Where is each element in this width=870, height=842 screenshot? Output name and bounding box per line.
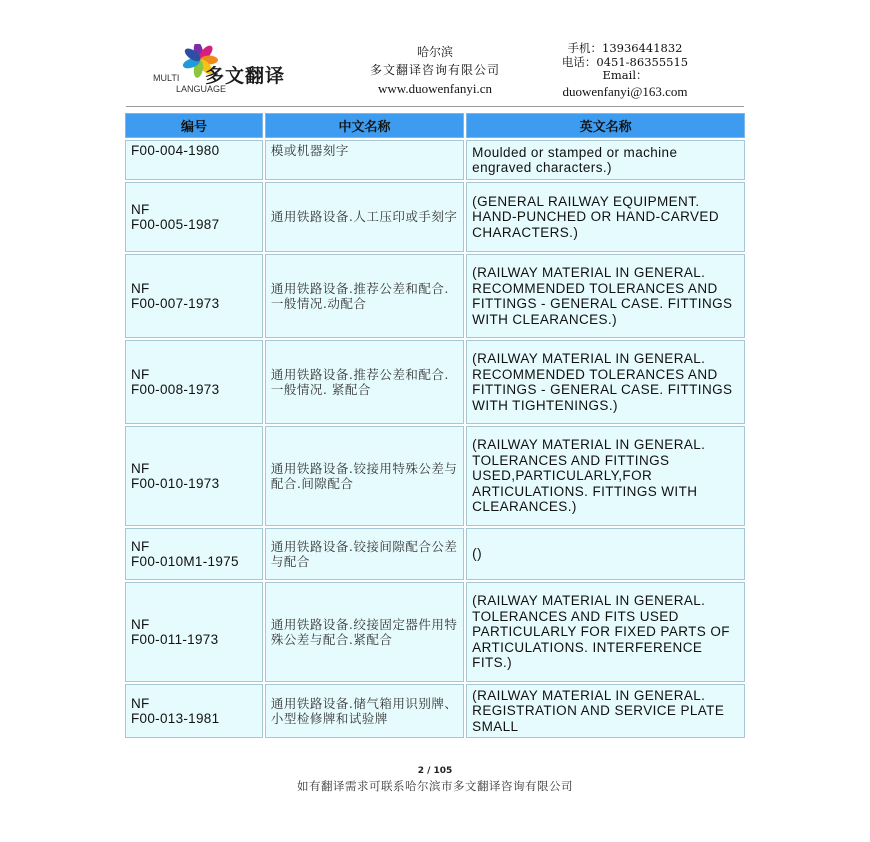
contact-block <box>540 42 710 100</box>
cell-chinese-name: 通用铁路设备.绞接固定器件用特殊公差与配合.紧配合 <box>265 582 464 682</box>
contact-email[interactable]: duowenfanyi@163.com <box>562 83 688 99</box>
cell-chinese-name: 模或机器刻字 <box>265 140 464 180</box>
cell-code: NF F00-013-1981 <box>125 684 263 738</box>
cell-chinese-name: 通用铁路设备.推荐公差和配合. 一般情况.动配合 <box>265 254 464 338</box>
contact-phone: 电话：0451-86355515 <box>561 54 689 69</box>
company-name: 多文翻译咨询有限公司 <box>369 63 500 77</box>
company-city: 哈尔滨 <box>416 45 453 59</box>
cell-english-name: (RAILWAY MATERIAL IN GENERAL. REGISTRATION AND SERVICE PLATE SMALL <box>466 684 745 738</box>
cell-code: NF F00-010-1973 <box>125 426 263 526</box>
cell-code: NF F00-011-1973 <box>125 582 263 682</box>
cell-english-name: (RAILWAY MATERIAL IN GENERAL. TOLERANCES AND FITTINGS USED,PARTICULARLY,FOR ARTICULATIONS. FITTINGS WITH CLEARANCES.) <box>466 426 745 526</box>
column-header-code: 编号 <box>125 113 263 138</box>
cell-code: NF F00-008-1973 <box>125 340 263 424</box>
cell-code: NF F00-010M1-1975 <box>125 528 263 580</box>
cell-english-name: (RAILWAY MATERIAL IN GENERAL. RECOMMENDED TOLERANCES AND FITTINGS - GENERAL CASE. FITTINGS WITH TIGHTENINGS.) <box>466 340 745 424</box>
logo-subtitle-multi: MULTI <box>153 73 180 83</box>
logo-subtitle-language: LANGUAGE <box>176 84 227 94</box>
cell-chinese-name: 通用铁路设备.储气箱用识别牌、小型检修牌和试验牌 <box>265 684 464 738</box>
footer-contact-note: 如有翻译需求可联系哈尔滨市多文翻译咨询有限公司 <box>297 779 573 793</box>
table-row <box>125 426 745 526</box>
cell-code: NF F00-005-1987 <box>125 182 263 252</box>
table-row <box>125 684 745 738</box>
cell-chinese-name: 通用铁路设备.推荐公差和配合. 一般情况. 紧配合 <box>265 340 464 424</box>
column-header-english-name: 英文名称 <box>466 113 745 138</box>
table-row <box>125 140 745 180</box>
table-row <box>125 254 745 338</box>
contact-mobile: 手机：13936441832 <box>567 41 683 55</box>
company-block <box>335 45 535 97</box>
cell-chinese-name: 通用铁路设备.人工压印或手刻字 <box>265 182 464 252</box>
cell-code: NF F00-007-1973 <box>125 254 263 338</box>
cell-english-name: (RAILWAY MATERIAL IN GENERAL. RECOMMENDED TOLERANCES AND FITTINGS - GENERAL CASE. FITTINGS WITH CLEARANCES.) <box>466 254 745 338</box>
contact-email-label: Email： <box>602 68 648 82</box>
table-row <box>125 182 745 252</box>
table-row <box>125 528 745 580</box>
table-header-row <box>125 113 745 138</box>
table-row <box>125 582 745 682</box>
header-divider <box>126 106 744 107</box>
column-header-chinese-name: 中文名称 <box>265 113 464 138</box>
company-website[interactable]: www.duowenfanyi.cn <box>378 81 492 96</box>
cell-english-name: (RAILWAY MATERIAL IN GENERAL. TOLERANCES AND FITS USED PARTICULARLY FOR FIXED PARTS OF ARTICULATIONS. INTERFERENCE FITS.) <box>466 582 745 682</box>
cell-chinese-name: 通用铁路设备.铰接间隙配合公差与配合 <box>265 528 464 580</box>
cell-english-name: () <box>466 528 745 580</box>
cell-english-name: Moulded or stamped or machine engraved characters.) <box>466 140 745 180</box>
standards-table <box>123 111 747 740</box>
cell-code: F00-004-1980 <box>125 140 263 180</box>
table-row <box>125 340 745 424</box>
cell-english-name: (GENERAL RAILWAY EQUIPMENT. HAND-PUNCHED OR HAND-CARVED CHARACTERS.) <box>466 182 745 252</box>
cell-chinese-name: 通用铁路设备.铰接用特殊公差与配合.间隙配合 <box>265 426 464 526</box>
logo-wordmark: 多文翻译 <box>205 65 286 87</box>
page-number: 2 / 105 <box>417 766 453 776</box>
